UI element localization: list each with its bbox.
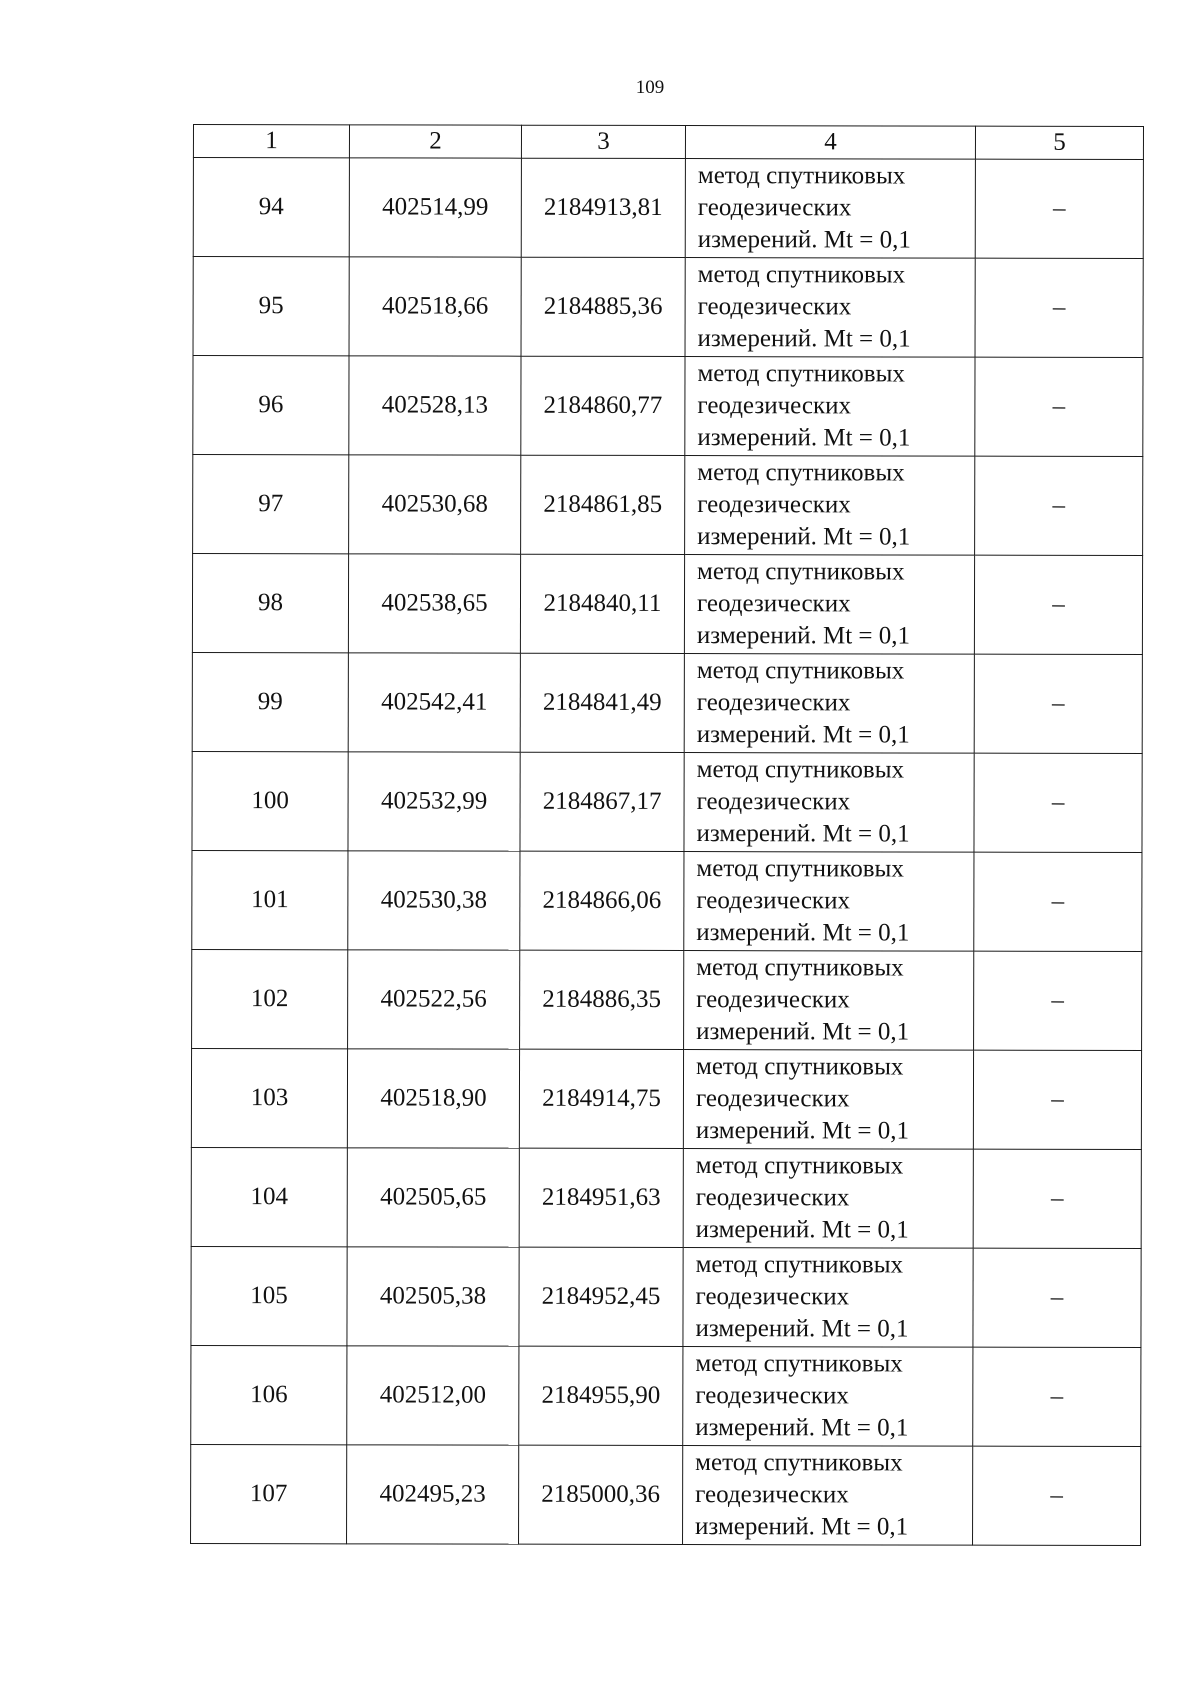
- method-line: метод спутниковых: [696, 954, 904, 982]
- method-line: геодезических: [697, 293, 852, 321]
- point-number-cell: 104: [191, 1147, 347, 1246]
- point-number-cell: 95: [193, 257, 349, 356]
- method-cell: [683, 1248, 973, 1348]
- table-row: [191, 1246, 1141, 1347]
- method-line: измерений. Mt = 0,1: [695, 1513, 909, 1541]
- method-cell: [685, 258, 975, 358]
- point-number-cell: 98: [192, 554, 348, 653]
- y-coordinate-cell: 2184914,75: [519, 1049, 683, 1148]
- x-coordinate-cell: 402528,13: [349, 356, 521, 455]
- column-header-2: 2: [349, 125, 521, 158]
- table-row: [192, 554, 1142, 655]
- coordinates-table: [190, 124, 1144, 1546]
- method-line: геодезических: [696, 689, 851, 717]
- method-line: измерений. Mt = 0,1: [696, 919, 910, 947]
- method-line: измерений. Mt = 0,1: [696, 1018, 910, 1046]
- note-cell: –: [974, 852, 1142, 951]
- method-line: геодезических: [697, 491, 851, 519]
- table-row: [191, 1147, 1141, 1248]
- method-cell: [685, 357, 975, 457]
- y-coordinate-cell: 2184885,36: [521, 257, 685, 356]
- method-line: метод спутниковых: [697, 261, 906, 289]
- point-number-cell: 94: [193, 158, 349, 257]
- table-body: [191, 125, 1144, 1546]
- point-number-cell: 96: [193, 356, 349, 455]
- method-line: геодезических: [695, 1382, 849, 1410]
- method-line: геодезических: [695, 1283, 850, 1311]
- page-number: 109: [635, 77, 665, 98]
- note-cell: –: [974, 555, 1142, 654]
- method-line: измерений. Mt = 0,1: [695, 1414, 909, 1442]
- method-line: измерений. Mt = 0,1: [697, 424, 911, 452]
- table-row: [193, 158, 1143, 259]
- method-line: измерений. Mt = 0,1: [696, 721, 910, 749]
- table-row: [192, 751, 1142, 852]
- point-number-cell: 103: [191, 1048, 347, 1147]
- method-cell: [684, 753, 974, 853]
- y-coordinate-cell: 2184866,06: [520, 851, 684, 950]
- method-cell: [685, 159, 975, 259]
- method-cell: [684, 555, 974, 655]
- method-line: измерений. Mt = 0,1: [697, 226, 911, 254]
- x-coordinate-cell: 402505,65: [347, 1148, 519, 1247]
- x-coordinate-cell: 402530,68: [349, 455, 521, 554]
- method-line: геодезических: [695, 1085, 850, 1113]
- x-coordinate-cell: 402514,99: [349, 158, 521, 257]
- method-line: геодезических: [697, 392, 852, 420]
- point-number-cell: 106: [191, 1345, 347, 1444]
- method-line: метод спутниковых: [695, 1350, 903, 1378]
- method-line: метод спутниковых: [697, 162, 906, 190]
- point-number-cell: 105: [191, 1246, 347, 1345]
- method-line: геодезических: [696, 887, 850, 915]
- y-coordinate-cell: 2184860,77: [521, 356, 685, 455]
- x-coordinate-cell: 402538,65: [348, 554, 520, 653]
- method-cell: [684, 951, 974, 1051]
- note-cell: –: [974, 753, 1142, 852]
- table-row: [192, 652, 1142, 753]
- table-row: [192, 850, 1142, 951]
- method-line: измерений. Mt = 0,1: [696, 622, 911, 650]
- method-line: метод спутниковых: [695, 1152, 904, 1180]
- x-coordinate-cell: 402518,66: [349, 257, 521, 356]
- table-row: [193, 356, 1143, 457]
- x-coordinate-cell: 402512,00: [347, 1346, 519, 1445]
- column-header-4: 4: [685, 126, 975, 160]
- method-line: измерений. Mt = 0,1: [697, 325, 911, 353]
- method-line: измерений. Mt = 0,1: [696, 820, 910, 848]
- method-line: метод спутниковых: [696, 657, 905, 685]
- method-line: метод спутниковых: [695, 1053, 904, 1081]
- x-coordinate-cell: 402495,23: [347, 1445, 519, 1544]
- method-cell: [683, 1446, 973, 1546]
- column-header-3: 3: [521, 125, 685, 158]
- note-cell: –: [973, 1446, 1141, 1545]
- x-coordinate-cell: 402530,38: [348, 851, 520, 950]
- method-line: метод спутниковых: [697, 459, 905, 487]
- note-cell: –: [974, 654, 1142, 753]
- point-number-cell: 99: [192, 652, 348, 751]
- table-row: [191, 1345, 1141, 1446]
- note-cell: –: [975, 357, 1143, 456]
- note-cell: –: [973, 1050, 1141, 1149]
- x-coordinate-cell: 402532,99: [348, 752, 520, 851]
- method-line: измерений. Mt = 0,1: [695, 1216, 909, 1244]
- note-cell: –: [973, 1347, 1141, 1446]
- method-cell: [683, 1050, 973, 1150]
- method-line: метод спутниковых: [695, 1449, 903, 1477]
- x-coordinate-cell: 402522,56: [348, 950, 520, 1049]
- note-cell: –: [975, 258, 1143, 357]
- note-cell: –: [973, 1149, 1141, 1248]
- table-row: [191, 1444, 1141, 1545]
- note-cell: –: [973, 1248, 1141, 1347]
- method-line: геодезических: [695, 1481, 849, 1509]
- method-line: метод спутниковых: [697, 360, 905, 388]
- y-coordinate-cell: 2184952,45: [519, 1247, 683, 1346]
- x-coordinate-cell: 402505,38: [347, 1247, 519, 1346]
- method-line: метод спутниковых: [696, 855, 904, 883]
- method-line: геодезических: [696, 590, 851, 618]
- method-cell: [683, 1149, 973, 1249]
- note-cell: –: [975, 456, 1143, 555]
- y-coordinate-cell: 2184951,63: [519, 1148, 683, 1247]
- method-line: измерений. Mt = 0,1: [695, 1117, 909, 1145]
- y-coordinate-cell: 2184840,11: [520, 554, 684, 653]
- table-header-row: [193, 125, 1143, 160]
- point-number-cell: 107: [191, 1444, 347, 1543]
- method-cell: [685, 456, 975, 556]
- note-cell: –: [975, 159, 1143, 258]
- method-line: метод спутниковых: [696, 756, 905, 784]
- table-row: [193, 455, 1143, 556]
- table-row: [191, 1048, 1141, 1149]
- y-coordinate-cell: 2184955,90: [519, 1346, 683, 1445]
- y-coordinate-cell: 2185000,36: [519, 1445, 683, 1544]
- note-cell: –: [974, 951, 1142, 1050]
- y-coordinate-cell: 2184886,35: [520, 950, 684, 1049]
- method-line: метод спутниковых: [695, 1251, 904, 1279]
- method-cell: [684, 654, 974, 754]
- table-row: [193, 257, 1143, 358]
- method-line: геодезических: [697, 194, 852, 222]
- method-line: геодезических: [696, 986, 850, 1014]
- y-coordinate-cell: 2184841,49: [520, 653, 684, 752]
- column-header-5: 5: [975, 126, 1143, 159]
- point-number-cell: 101: [192, 850, 348, 949]
- y-coordinate-cell: 2184861,85: [521, 455, 685, 554]
- y-coordinate-cell: 2184913,81: [521, 158, 685, 257]
- method-line: измерений. Mt = 0,1: [697, 523, 911, 551]
- method-line: геодезических: [696, 788, 851, 816]
- method-line: метод спутниковых: [697, 558, 905, 586]
- table-row: [192, 949, 1142, 1050]
- y-coordinate-cell: 2184867,17: [520, 752, 684, 851]
- method-line: геодезических: [695, 1184, 850, 1212]
- method-cell: [684, 852, 974, 952]
- x-coordinate-cell: 402542,41: [348, 653, 520, 752]
- x-coordinate-cell: 402518,90: [347, 1049, 519, 1148]
- method-line: измерений. Mt = 0,1: [695, 1315, 909, 1343]
- point-number-cell: 97: [193, 455, 349, 554]
- column-header-1: 1: [193, 125, 349, 158]
- point-number-cell: 102: [192, 949, 348, 1048]
- point-number-cell: 100: [192, 751, 348, 850]
- method-cell: [683, 1347, 973, 1447]
